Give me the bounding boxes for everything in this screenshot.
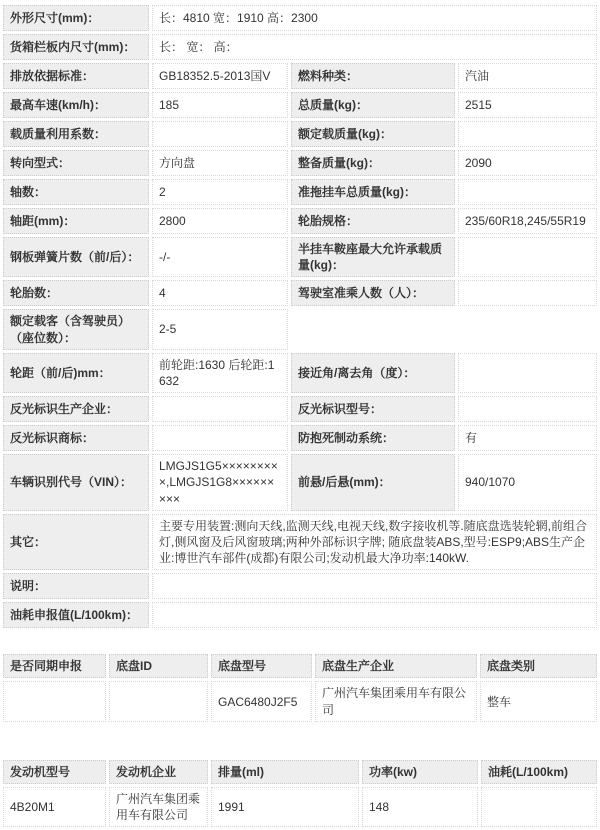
spec-row <box>3 280 597 306</box>
spec-value: 185 <box>152 92 288 118</box>
engine-cell: 1991 <box>211 787 359 827</box>
section-gap <box>0 725 600 757</box>
spec-label: 车辆识别代号（VIN）： <box>3 454 149 511</box>
spec-value: 235/60R18,245/55R19 <box>458 208 597 234</box>
spec-label: 货箱栏板内尺寸(mm)： <box>3 34 149 60</box>
spec-label: 反光标识型号： <box>291 396 455 422</box>
spec-value: LMGJS1G5×××××××××,LMGJS1G8××××××××× <box>152 454 288 511</box>
spec-row <box>3 573 597 599</box>
spec-value: 2-5 <box>152 309 288 349</box>
spec-row <box>3 208 597 234</box>
spec-value <box>458 121 597 147</box>
spec-value: 2515 <box>458 92 597 118</box>
spec-label: 说明： <box>3 573 149 599</box>
spec-row <box>3 5 597 31</box>
spec-label: 反光标识生产企业： <box>3 396 149 422</box>
spec-label: 轮胎数： <box>3 280 149 306</box>
spec-row <box>3 353 597 393</box>
spec-row <box>3 92 597 118</box>
spec-value <box>152 573 597 599</box>
spec-label: 接近角/离去角（度）： <box>291 353 455 393</box>
spec-value: GB18352.5-2013国V <box>152 63 288 89</box>
spec-value <box>152 425 288 451</box>
spec-label: 防抱死制动系统： <box>291 425 455 451</box>
spec-row <box>3 425 597 451</box>
spec-row <box>3 63 597 89</box>
chassis-header-cell: 是否同期申报 <box>3 654 106 678</box>
chassis-header-cell: 底盘ID <box>109 654 208 678</box>
spec-row <box>3 514 597 571</box>
spec-label: 轴数： <box>3 179 149 205</box>
spec-label: 轴距(mm)： <box>3 208 149 234</box>
spec-value: 主要专用装置:测向天线,监测天线,电视天线,数字接收机等.随底盘选装轮辋,前组合灯,侧风窗及后风窗玻璃;两种外部标识字牌; 随底盘装ABS,型号:ESP9;ABS生产企业:博世汽车部件(成都)有限公司;发动机最大净功率:140kW. <box>152 514 597 571</box>
engine-table <box>0 757 600 830</box>
engine-cell: 148 <box>362 787 478 827</box>
spec-label: 转向型式： <box>3 150 149 176</box>
spec-label: 载质量利用系数： <box>3 121 149 147</box>
spec-label: 总质量(kg)： <box>291 92 455 118</box>
spec-value <box>458 179 597 205</box>
spec-row <box>3 309 597 349</box>
spec-row <box>3 602 597 628</box>
chassis-cell <box>109 681 208 721</box>
spec-value <box>458 396 597 422</box>
spec-value: 4 <box>152 280 288 306</box>
engine-header-cell: 功率(kw) <box>362 760 478 784</box>
spec-value: 方向盘 <box>152 150 288 176</box>
spec-row <box>3 121 597 147</box>
spec-label: 外形尺寸(mm)： <box>3 5 149 31</box>
spec-value: 前轮距:1630 后轮距:1632 <box>152 353 288 393</box>
spec-label: 排放依据标准： <box>3 63 149 89</box>
spec-label: 油耗申报值(L/100km)： <box>3 602 149 628</box>
spec-row <box>3 150 597 176</box>
spec-row <box>3 179 597 205</box>
spec-label: 半挂车鞍座最大允许承载质量(kg)： <box>291 237 455 277</box>
spec-value: 2 <box>152 179 288 205</box>
spec-value: 汽油 <box>458 63 597 89</box>
spec-label: 额定载质量(kg)： <box>291 121 455 147</box>
chassis-cell: GAC6480J2F5 <box>211 681 312 721</box>
chassis-cell: 广州汽车集团乘用车有限公司 <box>315 681 477 721</box>
spec-label: 前悬/后悬(mm)： <box>291 454 455 511</box>
spec-value <box>458 280 597 306</box>
spec-value: 2090 <box>458 150 597 176</box>
spec-label: 钢板弹簧片数（前/后）： <box>3 237 149 277</box>
chassis-header-cell: 底盘类别 <box>480 654 597 678</box>
spec-table <box>0 2 600 631</box>
spec-label: 准拖挂车总质量(kg)： <box>291 179 455 205</box>
blank-cell <box>458 309 597 349</box>
spec-row <box>3 237 597 277</box>
engine-header-cell: 发动机企业 <box>109 760 208 784</box>
spec-row <box>3 454 597 511</box>
spec-row <box>3 396 597 422</box>
chassis-header-cell: 底盘生产企业 <box>315 654 477 678</box>
engine-header-cell: 油耗(L/100km) <box>481 760 597 784</box>
spec-label: 额定载客（含驾驶员）（座位数）： <box>3 309 149 349</box>
spec-label: 轮胎规格： <box>291 208 455 234</box>
engine-cell: 4B20M1 <box>3 787 106 827</box>
spec-label: 最高车速(km/h)： <box>3 92 149 118</box>
spec-label: 反光标识商标： <box>3 425 149 451</box>
spec-value: 长：4810 宽：1910 高：2300 <box>152 5 597 31</box>
spec-value <box>458 353 597 393</box>
chassis-cell: 整车 <box>480 681 597 721</box>
engine-header-cell: 排量(ml) <box>211 760 359 784</box>
spec-value <box>458 237 597 277</box>
spec-value: 长： 宽： 高： <box>152 34 597 60</box>
chassis-table <box>0 651 600 725</box>
spec-value <box>152 121 288 147</box>
spec-value: 2800 <box>152 208 288 234</box>
spec-value: 940/1070 <box>458 454 597 511</box>
spec-label: 燃料种类： <box>291 63 455 89</box>
engine-cell <box>481 787 597 827</box>
chassis-header-cell: 底盘型号 <box>211 654 312 678</box>
engine-row <box>3 787 597 827</box>
chassis-cell <box>3 681 106 721</box>
spec-value <box>152 396 288 422</box>
spec-label: 驾驶室准乘人数（人）： <box>291 280 455 306</box>
chassis-row <box>3 681 597 721</box>
spec-value: -/- <box>152 237 288 277</box>
section-gap <box>0 631 600 651</box>
spec-label: 其它： <box>3 514 149 571</box>
spec-row <box>3 34 597 60</box>
chassis-header-row <box>3 654 597 678</box>
blank-cell <box>291 309 455 349</box>
engine-header-cell: 发动机型号 <box>3 760 106 784</box>
engine-header-row <box>3 760 597 784</box>
spec-value <box>152 602 597 628</box>
engine-cell: 广州汽车集团乘用车有限公司 <box>109 787 208 827</box>
spec-label: 整备质量(kg)： <box>291 150 455 176</box>
spec-value: 有 <box>458 425 597 451</box>
spec-label: 轮距（前/后)mm： <box>3 353 149 393</box>
